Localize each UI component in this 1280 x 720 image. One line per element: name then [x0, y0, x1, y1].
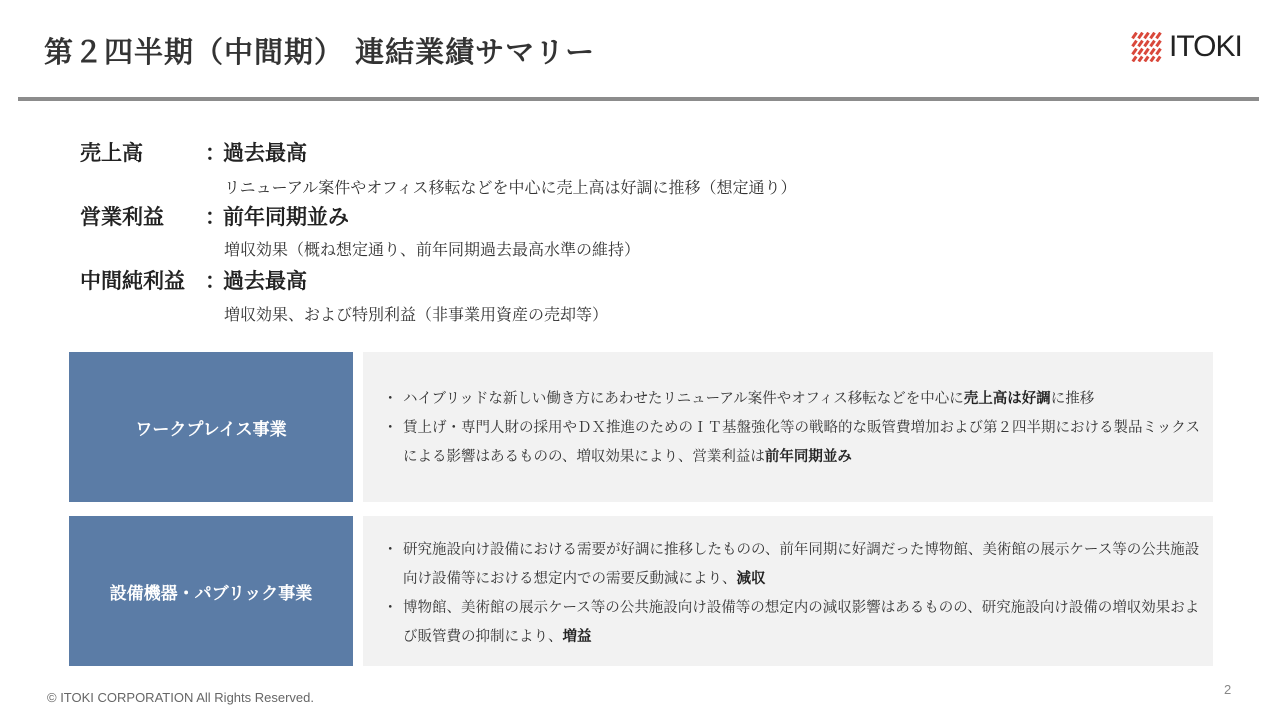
bullet-highlight: 増益	[562, 629, 592, 645]
segment-bullets	[385, 385, 1205, 472]
segment-body-equipment-public	[363, 516, 1213, 666]
metric-colon: ：	[205, 269, 226, 293]
page-title: 第２四半期（中間期） 連結業績サマリー	[44, 35, 596, 69]
metric-note: 増収効果、および特別利益（非事業用資産の売却等）	[224, 305, 609, 324]
metric-note: 増収効果（概ね想定通り、前年同期過去最高水準の維持）	[224, 240, 641, 259]
bullet-highlight: 前年同期並み	[764, 449, 852, 465]
metric-value: 過去最高	[223, 141, 307, 165]
metric-label: 営業利益	[80, 205, 164, 229]
bullet-text: ハイブリッドな新しい働き方にあわせたリニューアル案件やオフィス移転などを中心に	[403, 391, 964, 407]
metric-value: 前年同期並み	[223, 205, 349, 229]
segment-bullets	[385, 536, 1205, 652]
bullet-text: に推移	[1050, 391, 1095, 407]
bullet-item	[385, 385, 1205, 414]
bullet-item	[385, 594, 1205, 652]
logo-stripes-icon	[1131, 32, 1165, 62]
bullet-text: 賃上げ・専門人財の採用やＤＸ推進のためのＩＴ基盤強化等の戦略的な販管費増加および第２四半期における製品ミックスによる影響はあるものの、増収効果により、営業利益は	[403, 420, 1201, 465]
bullet-item	[385, 414, 1205, 472]
segment-header-equipment-public: 設備機器・パブリック事業	[69, 516, 353, 666]
metric-label: 売上高	[80, 141, 143, 165]
metric-note: リニューアル案件やオフィス移転などを中心に売上高は好調に推移（想定通り）	[224, 178, 797, 197]
bullet-item	[385, 536, 1205, 594]
copyright-text: © ITOKI CORPORATION All Rights Reserved.	[47, 690, 314, 705]
metric-colon: ：	[205, 141, 226, 165]
page-number: 2	[1224, 682, 1232, 697]
segment-header-workplace: ワークプレイス事業	[69, 352, 353, 502]
bullet-highlight: 売上高は好調	[963, 391, 1051, 407]
bullet-text: 博物館、美術館の展示ケース等の公共施設向け設備等の想定内の減収影響はあるものの、研究施設向け設備の増収効果および販管費の抑制により、	[403, 600, 1200, 645]
metric-value: 過去最高	[223, 269, 307, 293]
header-divider	[18, 97, 1259, 101]
company-logo	[1131, 30, 1251, 64]
logo-text: ITOKI	[1169, 30, 1242, 63]
metric-label: 中間純利益	[80, 269, 185, 293]
bullet-highlight: 減収	[736, 571, 766, 587]
segment-body-workplace	[363, 352, 1213, 502]
bullet-text: 研究施設向け設備における需要が好調に推移したものの、前年同期に好調だった博物館、美術館の展示ケース等の公共施設向け設備等における想定内での需要反動減により、	[403, 542, 1200, 587]
metric-colon: ：	[205, 205, 226, 229]
